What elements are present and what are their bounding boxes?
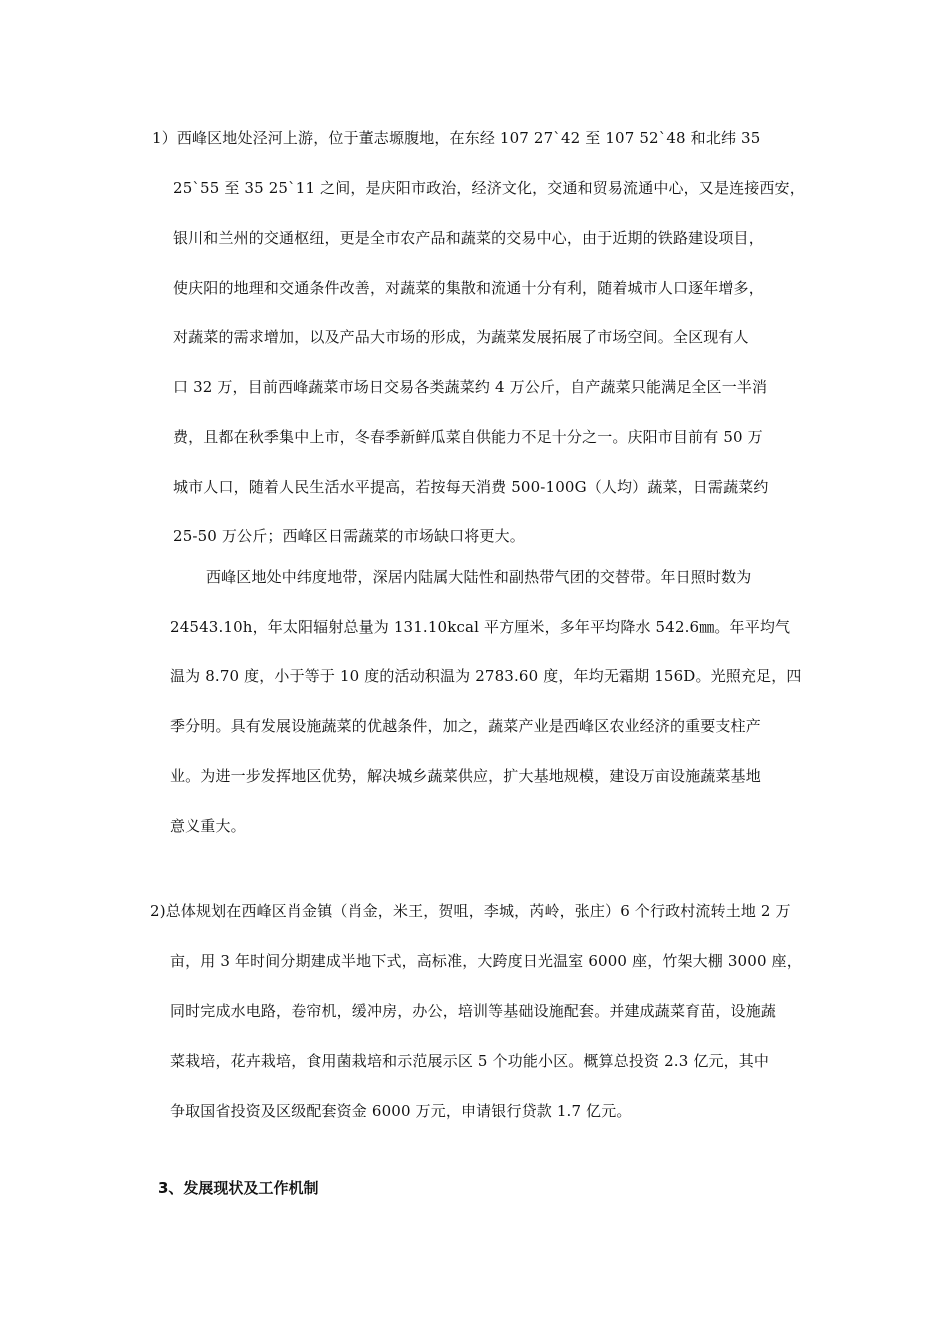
text-line: 业。为进一步发挥地区优势，解决城乡蔬菜供应，扩大基地规模，建设万亩设施蔬菜基地 xyxy=(170,767,761,785)
text-line: 菜栽培，花卉栽培，食用菌栽培和示范展示区 5 个功能小区。概算总投资 2.3 亿元，其中 xyxy=(170,1052,770,1070)
text-line: 25`55 至 35 25`11 之间，是庆阳市政治，经济文化，交通和贸易流通中心，又是连接西安， xyxy=(173,179,805,197)
section-heading: 3、发展现状及工作机制 xyxy=(158,1179,319,1197)
text-line: 季分明。具有发展设施蔬菜的优越条件，加之，蔬菜产业是西峰区农业经济的重要支柱产 xyxy=(170,717,761,735)
text-line: 城市人口，随着人民生活水平提高，若按每天消费 500-100G（人均）蔬菜，日需蔬菜约 xyxy=(173,478,769,496)
text-line: 2)总体规划在西峰区肖金镇（肖金，米王，贺咀，李城，芮岭，张庄）6 个行政村流转土地 2 万 xyxy=(150,902,791,920)
text-line: 1）西峰区地处泾河上游，位于董志塬腹地，在东经 107 27`42 至 107 52`48 和北纬 35 xyxy=(152,129,761,147)
text-line: 25-50 万公斤；西峰区日需蔬菜的市场缺口将更大。 xyxy=(173,527,525,545)
text-line: 费，且都在秋季集中上市，冬春季新鲜瓜菜自供能力不足十分之一。庆阳市目前有 50 万 xyxy=(173,428,763,446)
text-line: 温为 8.70 度，小于等于 10 度的活动积温为 2783.60 度，年均无霜期 156D。光照充足，四 xyxy=(170,667,802,685)
text-line: 亩，用 3 年时间分期建成半地下式，高标准，大跨度日光温室 6000 座，竹架大棚 3000 座， xyxy=(170,952,802,970)
text-line: 对蔬菜的需求增加，以及产品大市场的形成，为蔬菜发展拓展了市场空间。全区现有人 xyxy=(173,328,749,346)
text-line: 使庆阳的地理和交通条件改善，对蔬菜的集散和流通十分有利，随着城市人口逐年增多， xyxy=(173,279,764,297)
text-line: 争取国省投资及区级配套资金 6000 万元，申请银行贷款 1.7 亿元。 xyxy=(170,1102,632,1120)
text-line: 西峰区地处中纬度地带，深居内陆属大陆性和副热带气团的交替带。年日照时数为 xyxy=(206,568,752,586)
text-line: 意义重大。 xyxy=(170,817,246,835)
text-line: 银川和兰州的交通枢纽，更是全市农产品和蔬菜的交易中心，由于近期的铁路建设项目， xyxy=(173,229,764,247)
text-line: 口 32 万，目前西峰蔬菜市场日交易各类蔬菜约 4 万公斤，自产蔬菜只能满足全区一半消 xyxy=(173,378,768,396)
text-line: 24543.10h，年太阳辐射总量为 131.10kcal 平方厘米，多年平均降水 542.6㎜。年平均气 xyxy=(170,618,791,636)
text-line: 同时完成水电路，卷帘机，缓冲房，办公，培训等基础设施配套。并建成蔬菜育苗，设施蔬 xyxy=(170,1002,777,1020)
